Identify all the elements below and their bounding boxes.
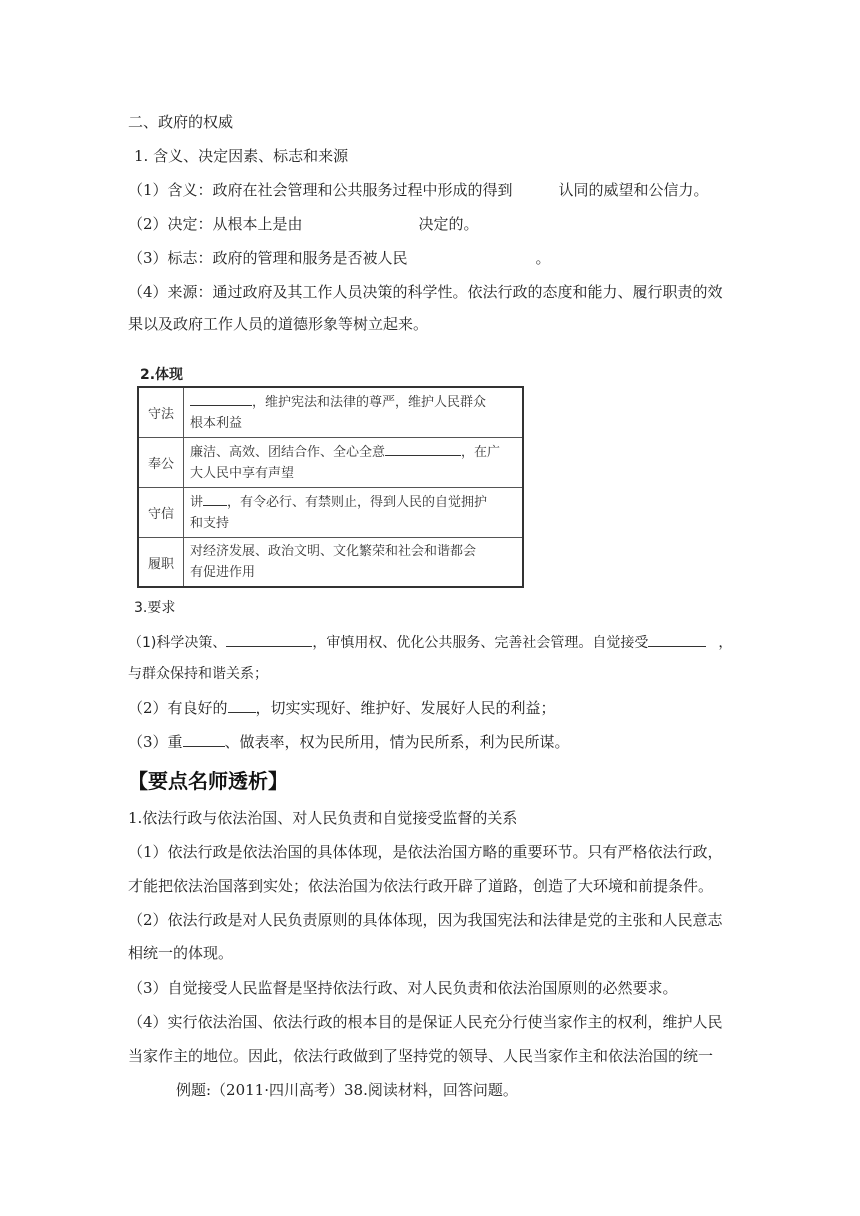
analysis-title: 1.依法行政与依法治国、对人民负责和自觉接受监督的关系 <box>128 809 518 827</box>
subsection-1-title: 1. 含义、决定因素、标志和来源 <box>134 147 349 165</box>
section-title: 二、政府的权威 <box>128 113 234 131</box>
item-4-source-line-2: 果以及政府工作人员的道德形象等树立起来。 <box>128 315 429 333</box>
subsection-3-title: 3.要求 <box>134 600 176 616</box>
fill-blank <box>183 732 225 747</box>
item-4-source-line-1: （4）来源：通过政府及其工作人员决策的科学性。依法行政的态度和能力、履行职责的效 <box>128 283 723 301</box>
item-2-text-b: 决定的。 <box>418 215 479 233</box>
item-1-text-b: 认同的威望和公信力。 <box>558 181 709 199</box>
analysis-p4-line-1: （4）实行依法治国、依法行政的根本目的是保证人民充分行使当家作主的权利，维护人民 <box>128 1013 723 1031</box>
row-label: 奉公 <box>138 438 184 488</box>
fill-blank <box>203 491 227 506</box>
req-text: （1)科学决策、 <box>128 635 227 651</box>
req-text: ，切实实现好、维护好、发展好人民的利益； <box>255 699 556 717</box>
row-content <box>184 488 524 538</box>
row-label: 守信 <box>138 488 184 538</box>
table-row <box>138 438 523 488</box>
item-1-text-a: （1）含义：政府在社会管理和公共服务过程中形成的得到 <box>128 181 513 199</box>
row-text: 廉洁、高效、团结合作、全心全意 <box>190 445 386 460</box>
item-3-text-b: 。 <box>535 249 551 267</box>
req-text: 、做表率，权为民所用，情为民所系，利为民所谋。 <box>224 733 570 751</box>
analysis-p2-line-1: （2）依法行政是对人民负责原则的具体体现，因为我国宪法和法律是党的主张和人民意志 <box>128 911 723 929</box>
table-row <box>138 387 523 438</box>
requirement-3 <box>128 732 570 752</box>
section-heading: 【要点名师透析】 <box>128 769 288 793</box>
analysis-p1-line-2: 才能把依法治国落到实处；依法治国为依法行政开辟了道路，创造了大环境和前提条件。 <box>128 877 714 895</box>
row-content <box>184 387 524 438</box>
row-content <box>184 438 524 488</box>
item-3-sign <box>128 248 551 268</box>
item-1-meaning <box>128 180 709 200</box>
row-text: 大人民中享有声望 <box>190 466 295 481</box>
row-label: 守法 <box>138 387 184 438</box>
fill-blank <box>190 391 252 406</box>
requirement-2 <box>128 698 556 718</box>
row-text: 有促进作用 <box>190 565 256 580</box>
row-content <box>184 538 524 588</box>
table-title: 2.体现 <box>140 367 184 383</box>
requirement-1-line-2: 与群众保持和谐关系； <box>128 666 268 682</box>
manifestation-table <box>137 386 524 588</box>
fill-blank <box>648 632 706 647</box>
row-text: 根本利益 <box>190 416 243 431</box>
item-3-text-a: （3）标志：政府的管理和服务是否被人民 <box>128 249 408 267</box>
row-text: ，维护宪法和法律的尊严，维护人民群众 <box>252 395 487 410</box>
table-row <box>138 538 523 588</box>
req-text: ，审慎用权、优化公共服务、完善社会管理。自觉接受 <box>312 635 649 651</box>
req-text: （2）有良好的 <box>128 699 228 717</box>
row-label: 履职 <box>138 538 184 588</box>
item-2-decision <box>128 214 479 234</box>
analysis-p2-line-2: 相统一的体现。 <box>128 944 234 962</box>
fill-blank <box>228 698 256 713</box>
row-text: 讲 <box>190 495 204 510</box>
fill-blank <box>385 441 461 456</box>
table-row <box>138 488 523 538</box>
row-text: 对经济发展、政治文明、文化繁荣和社会和谐都会 <box>190 544 477 559</box>
fill-blank <box>226 632 312 647</box>
analysis-p4-line-2: 当家作主的地位。因此，依法行政做到了坚持党的领导、人民当家作主和依法治国的统一 <box>128 1047 714 1065</box>
row-text: ，有令必行、有禁则止，得到人民的自觉拥护 <box>227 495 488 510</box>
analysis-p3: （3）自觉接受人民监督是坚持依法行政、对人民负责和依法治国原则的必然要求。 <box>128 979 678 997</box>
item-2-text-a: （2）决定：从根本上是由 <box>128 215 303 233</box>
req-text: ， <box>718 635 733 651</box>
row-text: ，在广 <box>461 445 501 460</box>
row-text: 和支持 <box>190 516 230 531</box>
requirement-1 <box>128 632 732 653</box>
analysis-p1-line-1: （1）依法行政是依法治国的具体体现，是依法治国方略的重要环节。只有严格依法行政， <box>128 843 723 861</box>
example-line: 例题:（2011·四川高考）38.阅读材料，回答问题。 <box>176 1081 518 1099</box>
req-text: （3）重 <box>128 733 183 751</box>
